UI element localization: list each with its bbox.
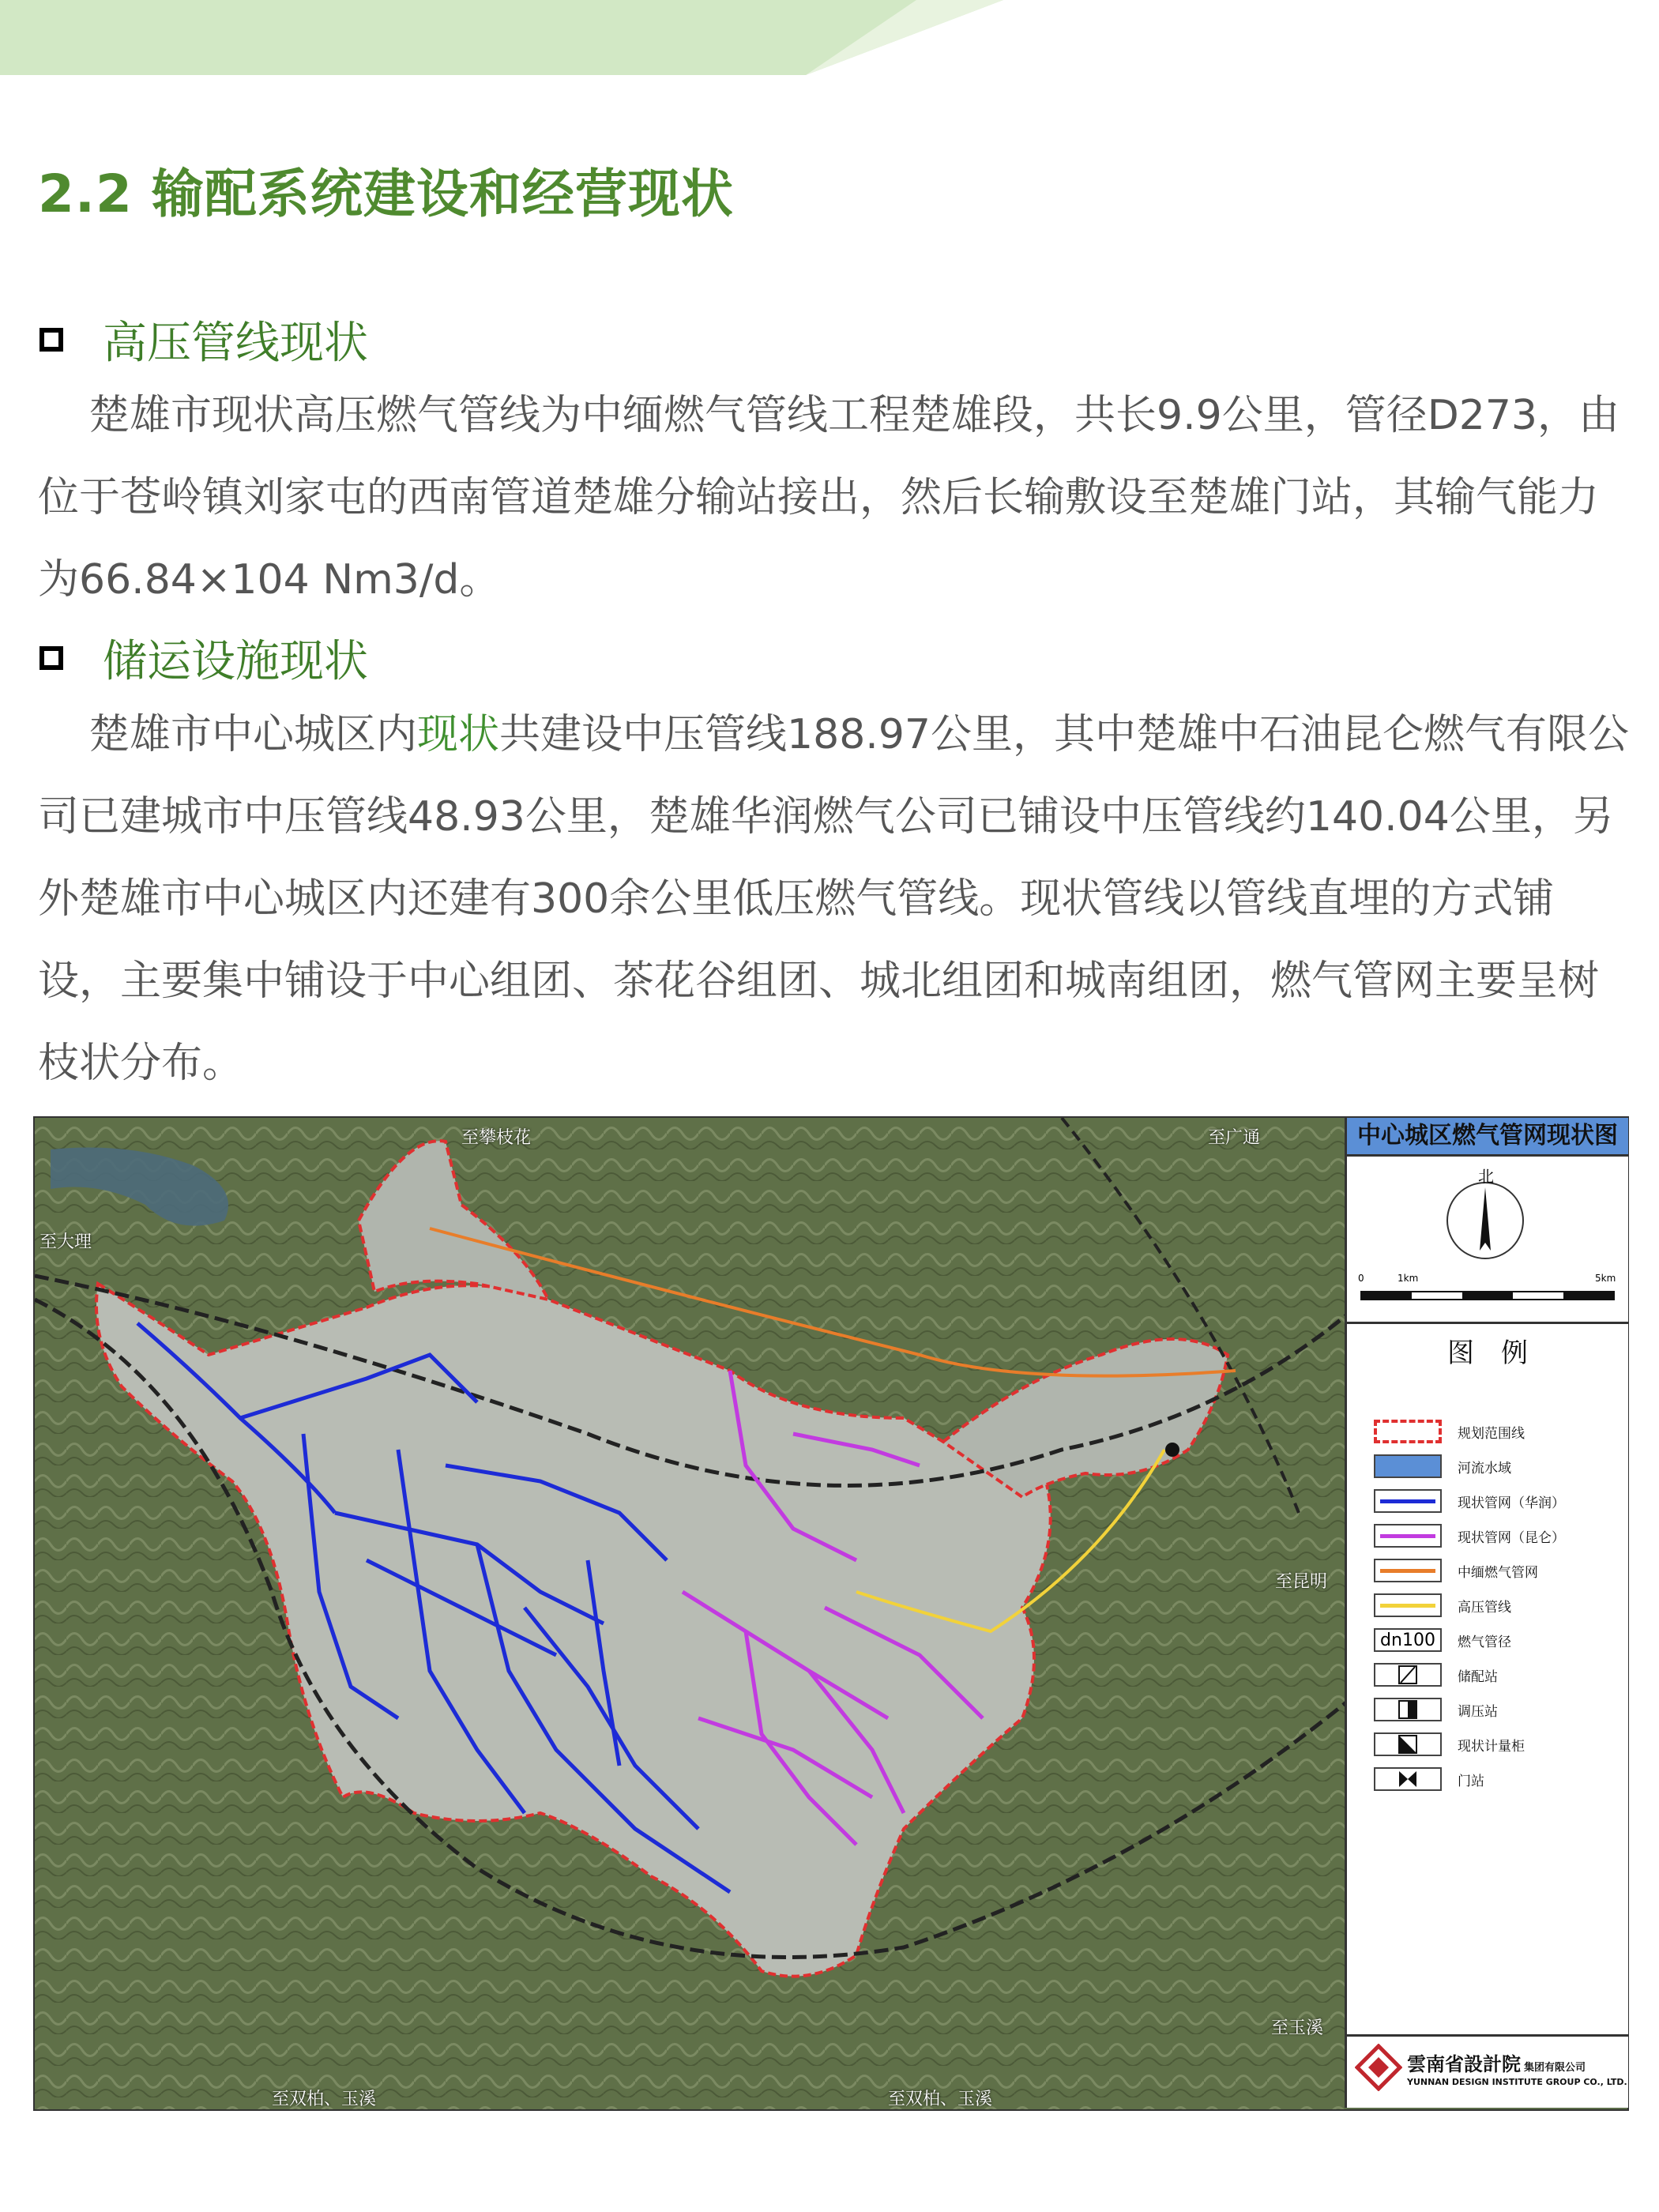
legend-label: 现状计量柜	[1458, 1738, 1525, 1755]
legend-label: 高压管线	[1458, 1599, 1511, 1616]
gate-station-icon	[1374, 1767, 1442, 1791]
legend-divider	[1347, 1322, 1628, 1324]
myanmar-pipeline-icon	[1374, 1559, 1442, 1582]
legend-item	[1374, 1557, 1538, 1584]
high-pressure-line-icon	[1374, 1593, 1442, 1617]
legend-item	[1374, 1661, 1498, 1688]
legend-item	[1374, 1522, 1565, 1549]
north-label: 北	[1478, 1167, 1494, 1186]
legend-item	[1374, 1766, 1484, 1793]
subheading-storage	[40, 626, 368, 690]
legend-item	[1374, 1627, 1511, 1653]
storage-station-icon	[1374, 1663, 1442, 1687]
subheading-label: 高压管线现状	[103, 318, 368, 369]
pipe-diameter-icon: dn100	[1374, 1628, 1442, 1652]
subheading-label: 储运设施现状	[103, 636, 368, 687]
logo-name-en: YUNNAN DESIGN INSTITUTE GROUP CO., LTD.	[1407, 2077, 1627, 2087]
header-decoration-band	[0, 0, 1659, 75]
legend-label: 中缅燃气管网	[1458, 1564, 1538, 1581]
direction-label-dali: 至大理	[40, 1232, 92, 1252]
direction-label-shuangbai-west: 至双柏、玉溪	[272, 2090, 377, 2109]
direction-label-yuxi: 至玉溪	[1271, 2018, 1324, 2038]
checkbox-bullet-icon	[40, 328, 63, 352]
logo-divider	[1347, 2034, 1628, 2037]
direction-label-panzhihua: 至攀枝花	[461, 1128, 532, 1148]
legend-title: 图 例	[1447, 1337, 1528, 1369]
section-title: 2.2 输配系统建设和经营现状	[38, 164, 734, 224]
legend-item	[1374, 1592, 1511, 1619]
logo-name-cn-small: 集团有限公司	[1524, 2062, 1586, 2074]
subheading-high-pressure	[40, 308, 368, 371]
legend-label: 现状管网（华润）	[1458, 1495, 1565, 1511]
paragraph-high-pressure	[38, 374, 1634, 621]
map-legend-panel	[1345, 1118, 1628, 2108]
legend-item	[1374, 1488, 1565, 1514]
scale-end: 5km	[1595, 1273, 1616, 1284]
paragraph-text	[38, 694, 1634, 1104]
legend-item	[1374, 1696, 1498, 1723]
direction-label-shuangbai-east: 至双柏、玉溪	[888, 2090, 993, 2109]
water-area-icon	[1374, 1454, 1442, 1478]
checkbox-bullet-icon	[40, 646, 63, 670]
legend-item	[1374, 1418, 1525, 1445]
design-institute-logo-icon	[1355, 2044, 1402, 2091]
legend-label: 调压站	[1458, 1703, 1498, 1720]
legend-label: 储配站	[1458, 1668, 1498, 1685]
direction-label-kunming: 至昆明	[1275, 1572, 1328, 1592]
kunlun-line-icon	[1374, 1524, 1442, 1548]
logo-name-cn: 雲南省設計院	[1407, 2053, 1521, 2075]
legend-label: 门站	[1458, 1773, 1484, 1789]
paragraph-text: 楚雄市现状高压燃气管线为中缅燃气管线工程楚雄段，共长9.9公里，管径D273，由位于苍岭镇刘家屯的西南管道楚雄分输站接出，然后长输敷设至楚雄门站，其输气能力为66.84×104 Nm3/d。	[38, 392, 1620, 604]
map-image	[35, 1118, 1346, 2109]
paragraph-text-part: 共建设中压管线188.97公里，其中楚雄中石油昆仑燃气有限公司已建城市中压管线48.93公里，楚雄华润燃气公司已铺设中压管线约140.04公里，另外楚雄市中心城区内还建有300余公里低压燃气管线。现状管线以管线直埋的方式铺设，主要集中铺设于中心组团、茶花谷组团、城北组团和城南组团，燃气管网主要呈树枝状分布。	[38, 711, 1629, 1087]
scale-zero: 0	[1358, 1273, 1364, 1284]
paragraph-text-part: 楚雄市中心城区内	[88, 711, 418, 758]
legend-label: 河流水域	[1458, 1460, 1511, 1477]
scale-mid: 1km	[1398, 1273, 1419, 1284]
metering-cabinet-icon	[1374, 1732, 1442, 1756]
paragraph-highlight: 现状	[417, 711, 500, 758]
legend-item	[1374, 1453, 1511, 1480]
boundary-line-icon	[1374, 1420, 1442, 1443]
legend-item	[1374, 1731, 1525, 1758]
paragraph-storage	[38, 694, 1634, 1104]
regulator-station-icon	[1374, 1698, 1442, 1721]
map-title: 中心城区燃气管网现状图	[1347, 1118, 1628, 1157]
legend-label: 燃气管径	[1458, 1634, 1511, 1650]
logo-text	[1407, 2048, 1586, 2076]
legend-label: 规划范围线	[1458, 1425, 1525, 1442]
direction-label-guangtong: 至广通	[1208, 1128, 1261, 1148]
huarun-line-icon	[1374, 1489, 1442, 1513]
legend-label: 现状管网（昆仑）	[1458, 1529, 1565, 1546]
